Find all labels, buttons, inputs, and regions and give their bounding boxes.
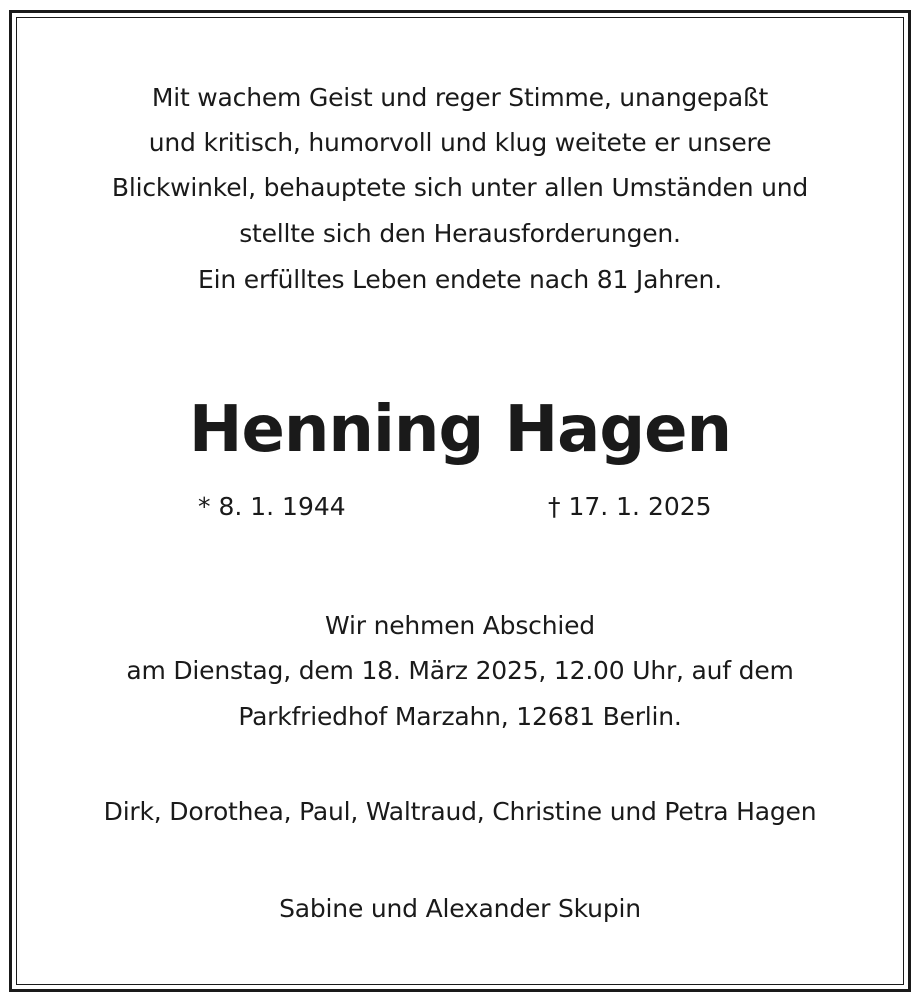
deceased-name: Henning Hagen xyxy=(188,393,732,467)
death-date: † 17. 1. 2025 xyxy=(548,492,712,521)
intro-line-5: Ein erfülltes Leben endete nach 81 Jahren. xyxy=(198,265,722,294)
farewell-line-2: am Dienstag, dem 18. März 2025, 12.00 Uhr, auf dem xyxy=(126,656,794,685)
intro-line-2: und kritisch, humorvoll und klug weitete er unsere xyxy=(148,128,772,157)
mourners-family: Dirk, Dorothea, Paul, Waltraud, Christine und Petra Hagen xyxy=(103,797,817,826)
intro-line-3: Blickwinkel, behauptete sich unter allen Umständen und xyxy=(111,173,809,202)
obituary-notice xyxy=(20,20,900,980)
intro-line-4: stellte sich den Herausforderungen. xyxy=(239,219,681,248)
intro-line-1: Mit wachem Geist und reger Stimme, unangepaßt xyxy=(151,83,769,112)
farewell-line-1: Wir nehmen Abschied xyxy=(325,611,595,640)
farewell-line-3: Parkfriedhof Marzahn, 12681 Berlin. xyxy=(238,702,682,731)
birth-date: * 8. 1. 1944 xyxy=(198,492,346,521)
mourners-others: Sabine und Alexander Skupin xyxy=(279,894,641,923)
